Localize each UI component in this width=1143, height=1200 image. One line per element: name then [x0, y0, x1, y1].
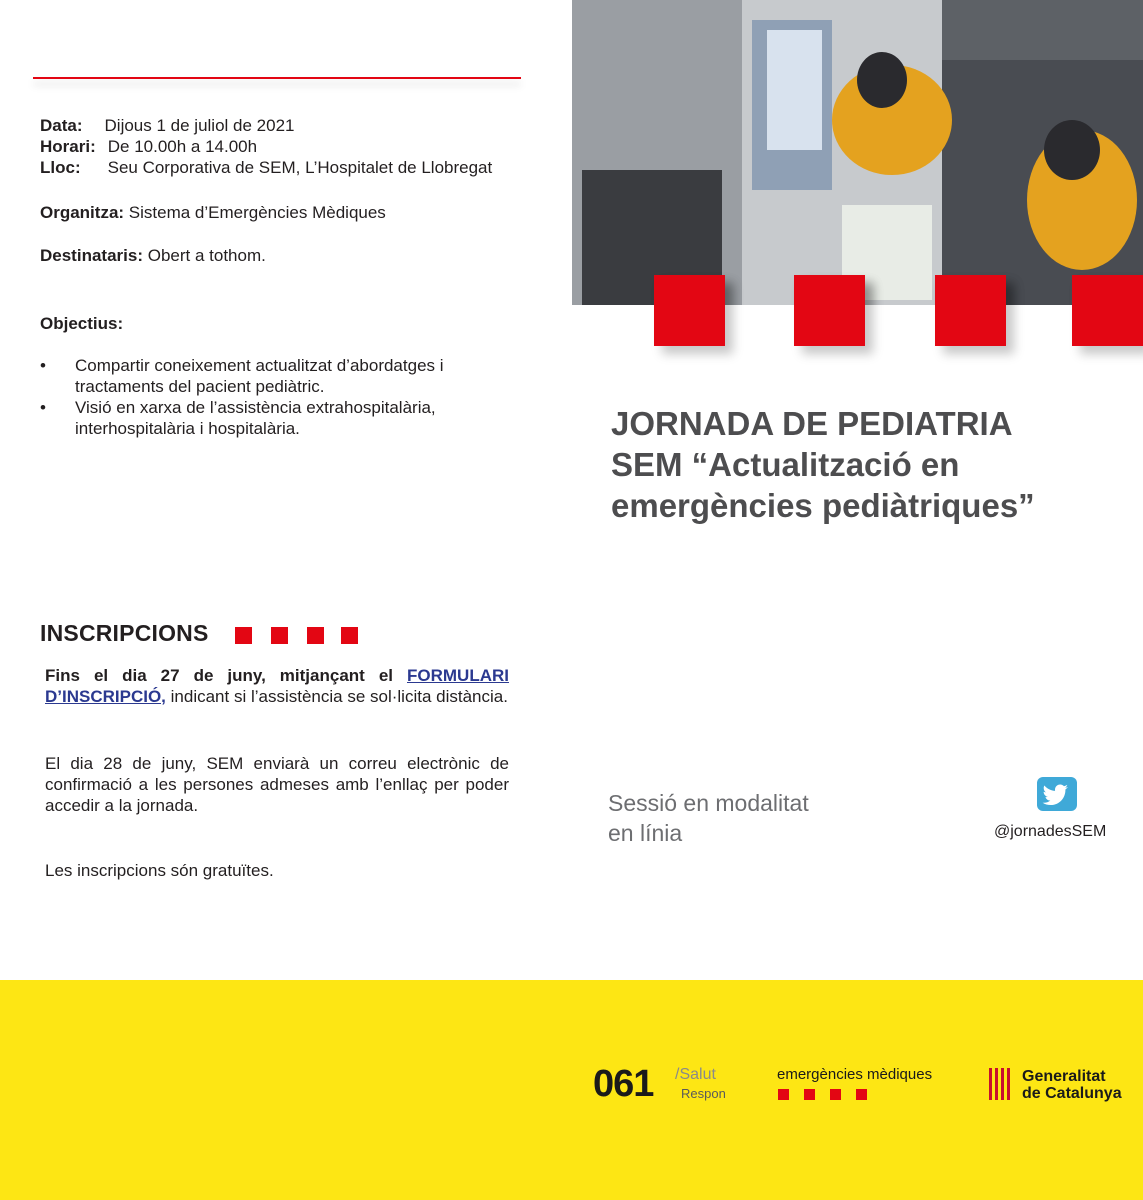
red-square-icon: [778, 1089, 789, 1100]
logo-salut-text: /Salut: [675, 1066, 716, 1083]
bullet-icon: •: [40, 356, 46, 375]
objective-item: • Compartir coneixement actualitzat d’abordatges i tractaments del pacient pediàtric.: [40, 356, 444, 396]
registration-form-link[interactable]: FORMULARI D’INSCRIPCIÓ,: [45, 666, 509, 706]
logo-respon-text: Respon: [681, 1086, 726, 1101]
date-label: Data:: [40, 116, 83, 135]
confirmation-paragraph: El dia 28 de juny, SEM enviarà un correu electrònic de confirmació a les persones admeses amb l’enllaç per poder accedir a la jornada.: [45, 754, 509, 815]
date-row: [40, 115, 294, 136]
schedule-row: [40, 136, 257, 157]
objectives-list: [40, 355, 510, 439]
emergencies-logo-squares: [778, 1089, 878, 1101]
free-registration-note: Les inscripcions són gratuïtes.: [45, 861, 274, 880]
footer-band: [0, 980, 1143, 1200]
schedule-label: Horari:: [40, 137, 96, 156]
ambulance-scene-illustration: [572, 0, 1143, 305]
twitter-handle[interactable]: @jornadesSEM: [994, 823, 1107, 840]
session-mode: Sessió en modalitat en línia: [608, 790, 809, 846]
bullet-icon: •: [40, 398, 46, 417]
schedule-value: De 10.00h a 14.00h: [107, 137, 258, 156]
red-square-icon: [271, 627, 288, 644]
audience-row: [40, 245, 266, 266]
red-square-icon: [830, 1089, 841, 1100]
twitter-bird-icon[interactable]: [1037, 777, 1077, 811]
registrations-decor-squares: [235, 627, 365, 644]
top-red-rule: [33, 77, 521, 79]
red-square-icon: [235, 627, 252, 644]
objective-item: • Visió en xarxa de l’assistència extrahospitalària, interhospitalària i hospitalària.: [40, 398, 436, 438]
red-square-icon: [935, 275, 1006, 346]
date-value: Dijous 1 de juliol de 2021: [104, 116, 295, 135]
audience-label: Destinataris:: [40, 246, 143, 265]
red-square-icon: [307, 627, 324, 644]
organizer-label: Organitza:: [40, 203, 125, 222]
audience-value: Obert a tothom.: [147, 246, 266, 265]
event-title: JORNADA DE PEDIATRIA SEM “Actualització en emergències pediàtriques”: [611, 405, 1035, 524]
organizer-value: Sistema d’Emergències Mèdiques: [128, 203, 386, 222]
location-row: [40, 157, 492, 178]
location-label: Lloc:: [40, 158, 81, 177]
ambulance-photo: [572, 0, 1143, 305]
red-square-icon: [856, 1089, 867, 1100]
red-square-icon: [341, 627, 358, 644]
organizer-row: [40, 202, 386, 223]
registration-paragraph: [45, 665, 509, 707]
generalitat-flag-icon: [987, 1068, 1013, 1100]
location-value: Seu Corporativa de SEM, L’Hospitalet de Llobregat: [107, 158, 493, 177]
red-square-icon: [794, 275, 865, 346]
red-square-icon: [654, 275, 725, 346]
logo-061: 061: [593, 1063, 654, 1105]
generalitat-logo-text: Generalitat de Catalunya: [1022, 1068, 1122, 1102]
registration-note: indicant si l’assistència se sol·licita distància.: [170, 687, 508, 706]
registration-deadline: Fins el dia 27 de juny, mitjançant el: [45, 666, 393, 685]
emergencies-logo-text: emergències mèdiques: [777, 1066, 933, 1083]
registrations-title: INSCRIPCIONS: [40, 620, 209, 646]
objectives-title: Objectius:: [40, 314, 124, 333]
red-square-icon: [804, 1089, 815, 1100]
red-square-icon: [1072, 275, 1143, 346]
